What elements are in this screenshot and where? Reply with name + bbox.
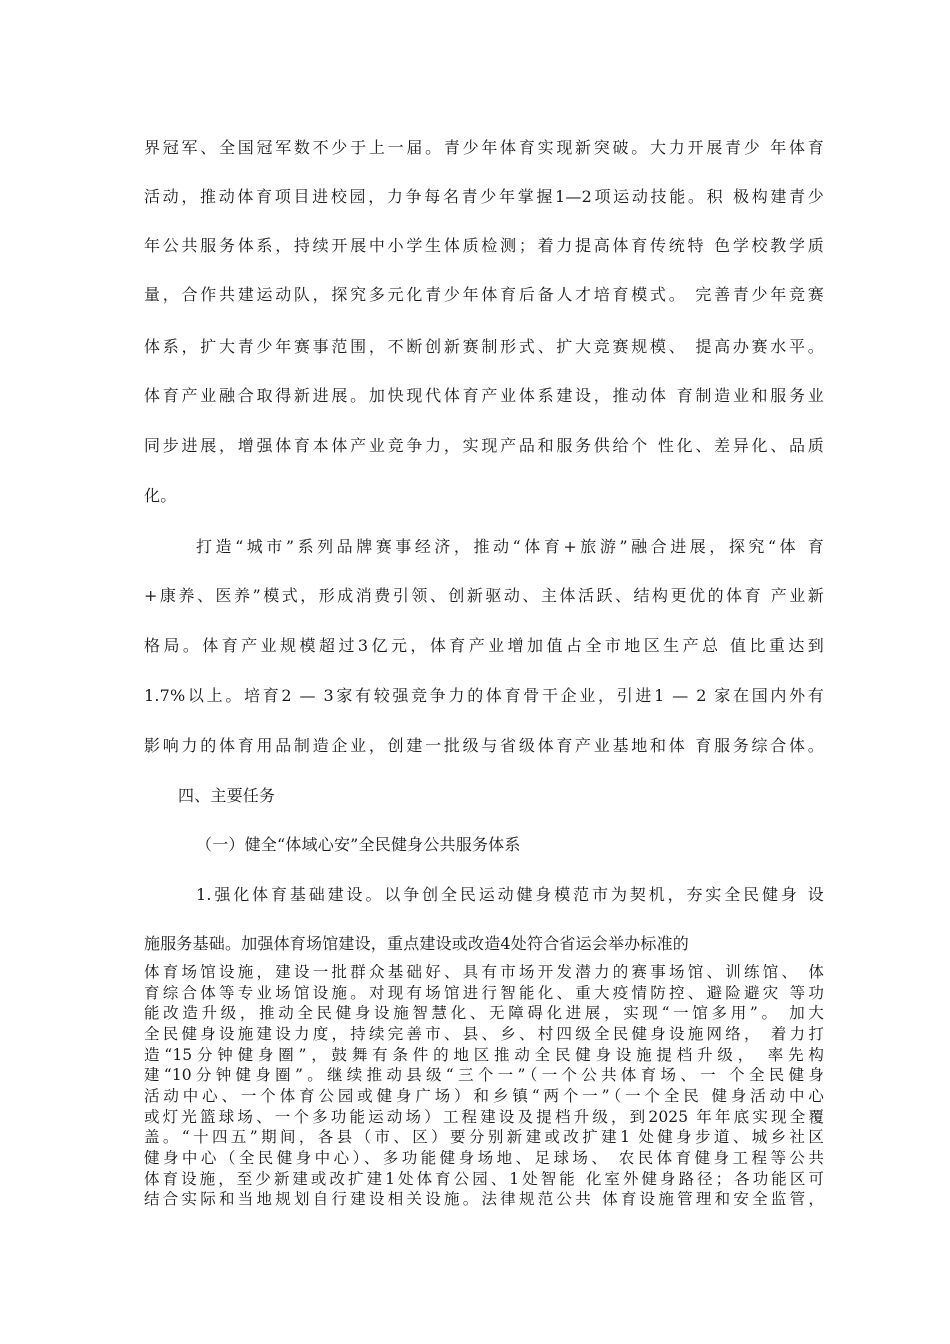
paragraph-line: 结合实际和当地规划自行建设相关设施。法律规范公共 体育设施管理和安全监管， — [144, 1190, 824, 1208]
paragraph-line: 活动，推动体育项目进校园，力争每名青少年掌握1—2项运动技能。积 极构建青少 — [144, 187, 824, 206]
paragraph-line: 全民健身设施建设力度，持续完善市、县、乡、村四级全民健身设施网络， 着力打 — [144, 1025, 824, 1043]
paragraph-line: 或灯光篮球场、一个多功能运动场）工程建设及提档升级，到2025 年年底实现全覆 — [144, 1108, 824, 1126]
paragraph-line: 活动中心、一个体育公园或健身广场）和乡镇“两个一”（一个全民 健身活动中心 — [144, 1087, 824, 1105]
paragraph-line: 体育设施，至少新建或改扩建1处体育公园、1处智能 化室外健身路径；各功能区可 — [144, 1170, 824, 1188]
paragraph-line: 体育产业融合取得新进展。加快现代体育产业体系建设，推动体 育制造业和服务业 — [144, 386, 824, 405]
paragraph-line: 盖。“十四五”期间，各县（市、区）要分别新建或改扩建1 处健身步道、城乡社区 — [144, 1128, 824, 1146]
paragraph-line: 化。 — [144, 486, 177, 505]
paragraph-line: 1.强化体育基础建设。以争创全民运动健身模范市为契机，夯实全民健身 设 — [196, 885, 824, 904]
subsection-heading: （一）健全“体域心安”全民健身公共服务体系 — [196, 835, 521, 854]
paragraph-line: 健身中心（全民健身中心）、多功能健身场地、足球场、 农民体育健身工程等公共 — [144, 1149, 824, 1167]
paragraph-line: 体育场馆设施，建设一批群众基础好、具有市场开发潜力的赛事场馆、训练馆、 体 — [144, 963, 824, 981]
paragraph-line: 打造“城市”系列品牌赛事经济，推动“体育+旅游”融合进展，探究“体 育 — [196, 537, 824, 556]
paragraph-line: 育综合体等专业场馆设施。对现有场馆进行智能化、重大疫情防控、避险避灾 等功 — [144, 984, 824, 1002]
paragraph-line: 体系，扩大青少年赛事范围，不断创新赛制形式、扩大竞赛规模、 提高办赛水平。 — [144, 337, 824, 356]
paragraph-line: 年公共服务体系，持续开展中小学生体质检测；着力提高体育传统特 色学校教学质 — [144, 236, 824, 255]
paragraph-line: 影响力的体育用品制造企业，创建一批级与省级体育产业基地和体 育服务综合体。 — [144, 736, 824, 755]
paragraph-line: 建“10分钟健身圈”。继续推动县级“三个一”（一个公共体育场、一 个全民健身 — [144, 1066, 824, 1084]
paragraph-line: 界冠军、全国冠军数不少于上一届。青少年体育实现新突破。大力开展青少 年体育 — [144, 138, 824, 157]
paragraph-line: 1.7%以上。培育2 — 3家有较强竞争力的体育骨干企业，引进1 — 2 家在国内外有 — [144, 686, 824, 705]
paragraph-line: 格局。体育产业规模超过3亿元，体育产业增加值占全市地区生产总 值比重达到 — [144, 636, 824, 655]
paragraph-line: 造“15分钟健身圈”，鼓舞有条件的地区推动全民健身设施提档升级， 率先构 — [144, 1046, 824, 1064]
paragraph-line: 同步进展，增强体育本体产业竞争力，实现产品和服务供给个 性化、差异化、品质 — [144, 436, 824, 455]
paragraph-line: 量，合作共建运动队，探究多元化青少年体育后备人才培育模式。 完善青少年竞赛 — [144, 285, 824, 304]
paragraph-line: 能改造升级，推动全民健身设施智慧化、无障碍化进展，实现“一馆多用”。 加大 — [144, 1004, 824, 1022]
paragraph-line: +康养、医养”模式，形成消费引领、创新驱动、主体活跃、结构更优的体育 产业新 — [144, 586, 824, 605]
section-heading: 四、主要任务 — [178, 786, 276, 805]
paragraph-line: 施服务基础。加强体育场馆建设，重点建设或改造4处符合省运会举办标准的 — [144, 934, 689, 953]
